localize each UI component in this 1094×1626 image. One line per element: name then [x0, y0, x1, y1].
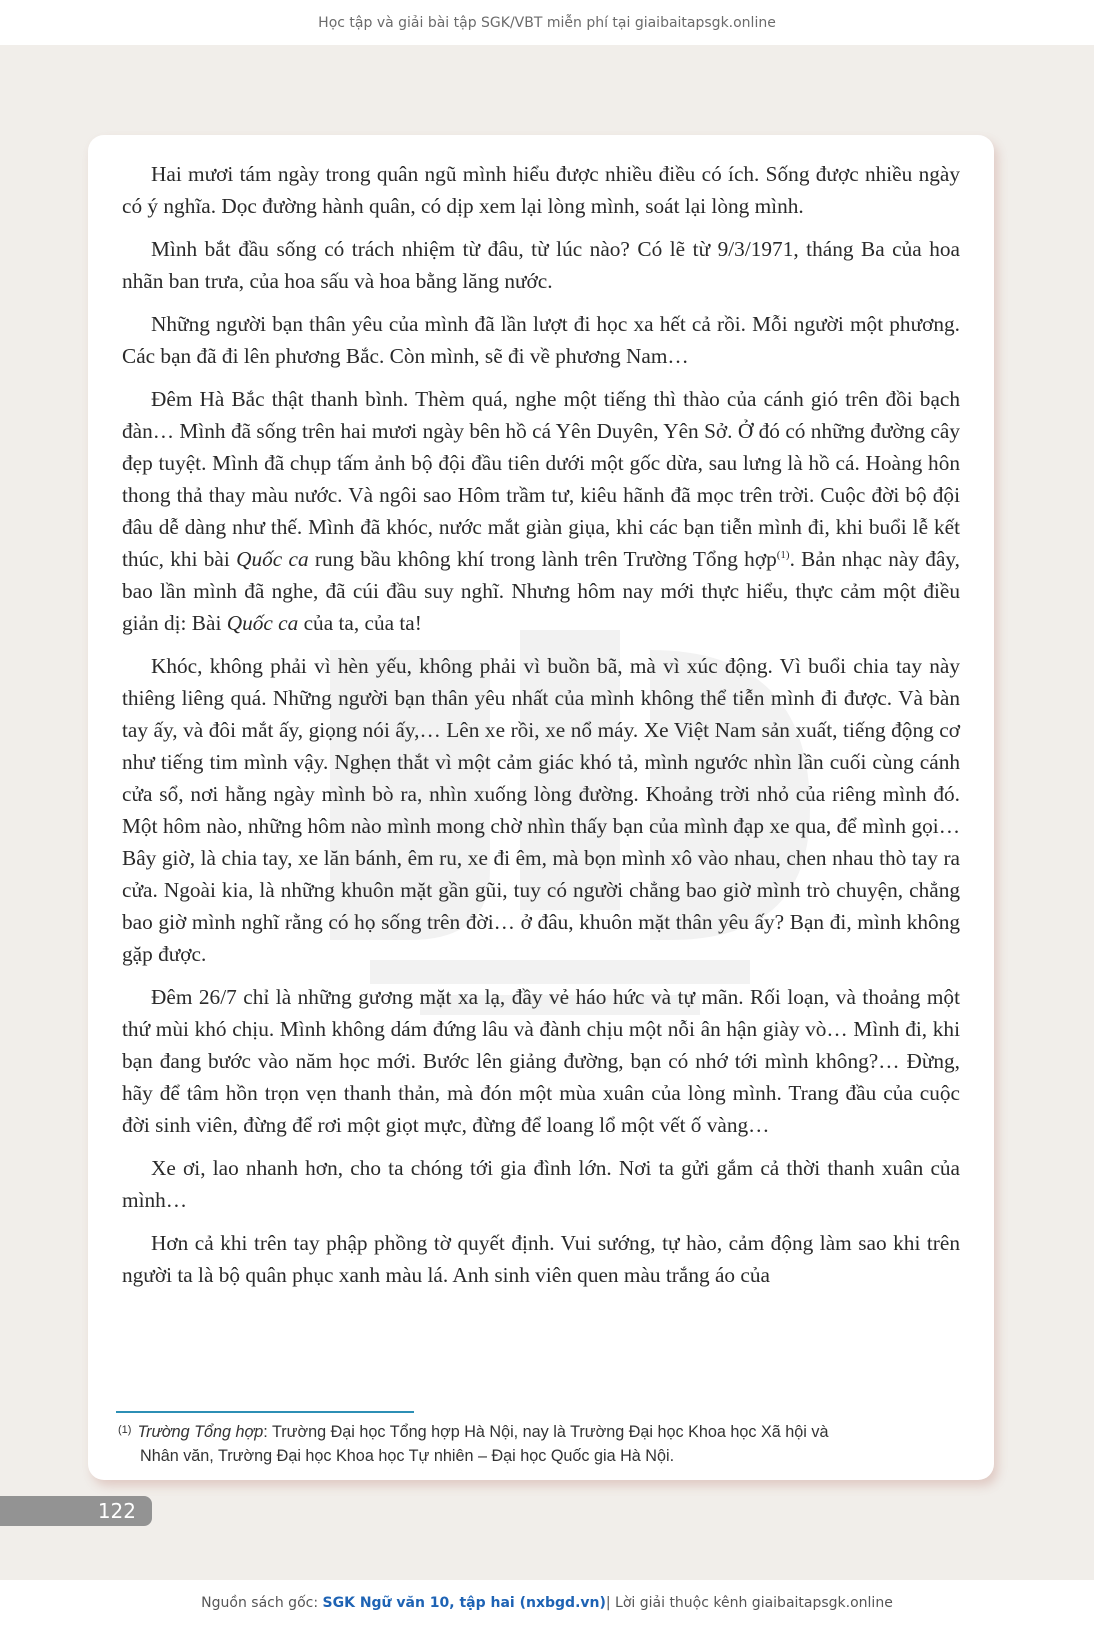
paragraph-text: rung bầu không khí trong lành trên Trường Tổng hợp: [308, 547, 777, 571]
song-title: Quốc ca: [236, 547, 309, 571]
paragraph: Xe ơi, lao nhanh hơn, cho ta chóng tới gia đình lớn. Nơi ta gửi gắm cả thời thanh xuân của mình…: [122, 1156, 960, 1212]
top-banner-text: Học tập và giải bài tập SGK/VBT miễn phí tại giaibaitapsgk.online: [318, 14, 776, 31]
body-text: [122, 158, 960, 1302]
footnote-divider: [116, 1411, 414, 1413]
top-banner: [0, 0, 1094, 45]
paragraph: Đêm 26/7 chỉ là những gương mặt xa lạ, đầy vẻ háo hức và tự mãn. Rối loạn, và thoảng một thứ mùi khó chịu. Mình không dám đứng lâu và đành chịu một nỗi ân hận giày vò… Mình đi, khi bạn đang bước vào năm học mới. Bước lên giảng đường, bạn có nhớ tới mình không?… Đừng, hãy để tâm hồn trọn vẹn thanh thản, mà đón một mùa xuân của lòng mình. Trang đầu của cuộc đời sinh viên, đừng để rơi một giọt mực, đừng để loang lổ một vết ố vàng…: [122, 985, 960, 1137]
footer-prefix: Nguồn sách gốc:: [201, 1595, 319, 1611]
paragraph: Hai mươi tám ngày trong quân ngũ mình hiểu được nhiều điều có ích. Sống được nhiều ngày có ý nghĩa. Dọc đường hành quân, có dịp xem lại lòng mình, soát lại lòng mình.: [122, 162, 960, 218]
footnote: [118, 1420, 948, 1468]
page-number-tab: [0, 1496, 152, 1526]
paragraph: Những người bạn thân yêu của mình đã lần lượt đi học xa hết cả rồi. Mỗi người một phương. Các bạn đã đi lên phương Bắc. Còn mình, sẽ đi về phương Nam…: [122, 312, 960, 368]
paragraph-text: . Bản nhạc này đây, bao lần mình đã nghe, đã cúi đầu suy nghĩ. Nhưng hôm nay mới thực hiểu, thực cảm một điều giản dị: Bài: [122, 547, 960, 635]
footer-suffix: | Lời giải thuộc kênh giaibaitapsgk.online: [605, 1595, 893, 1611]
paragraph: [122, 383, 960, 639]
song-title: Quốc ca: [226, 611, 299, 635]
bottom-banner: [0, 1580, 1094, 1626]
source-link[interactable]: SGK Ngữ văn 10, tập hai (nxbgd.vn): [322, 1595, 606, 1611]
paragraph-text: của ta, của ta!: [298, 611, 422, 635]
paragraph: Hơn cả khi trên tay phập phồng tờ quyết định. Vui sướng, tự hào, cảm động làm sao khi trên người ta là bộ quân phục xanh màu lá. Anh sinh viên quen màu trắng áo của: [122, 1231, 960, 1287]
footnote-text-continued: Nhân văn, Trường Đại học Khoa học Tự nhiên – Đại học Quốc gia Hà Nội.: [140, 1447, 675, 1465]
page-number: 122: [97, 1499, 136, 1523]
paragraph: Mình bắt đầu sống có trách nhiệm từ đâu, từ lúc nào? Có lẽ từ 9/3/1971, tháng Ba của hoa nhãn ban trưa, của hoa sấu và hoa bằng lăng nước.: [122, 237, 960, 293]
footnote-marker: (1): [118, 1424, 132, 1436]
paragraph: Khóc, không phải vì hèn yếu, không phải vì buồn bã, mà vì xúc động. Vì buổi chia tay này thiêng liêng quá. Những người bạn thân yêu nhất của mình không thể tiễn mình đi được. Và bàn tay ấy, và đôi mắt ấy, giọng nói ấy,… Lên xe rồi, xe nổ máy. Xe Việt Nam sản xuất, tiếng động cơ như tiếng tim mình vậy. Nghẹn thắt vì một cảm giác khó tả, mình ngước nhìn lần cuối cùng cánh cửa sổ, nơi hằng ngày mình bò ra, nhìn xuống lòng đường. Khoảng trời nhỏ của riêng mình đó. Một hôm nào, những hôm nào mình mong chờ nhìn thấy bạn của mình đạp xe qua, để mình gọi… Bây giờ, là chia tay, xe lăn bánh, êm ru, xe đi êm, mà bọn mình xô vào nhau, chen nhau thò tay ra cửa. Ngoài kia, là những khuôn mặt gần gũi, tuy có người chẳng bao giờ mình trò chuyện, chẳng bao giờ mình nghĩ rằng có họ sống trên đời… ở đâu, khuôn mặt thân yêu ấy? Bạn đi, mình không gặp được.: [122, 654, 960, 966]
footnote-ref: (1): [776, 548, 790, 561]
footnote-text: : Trường Đại học Tổng hợp Hà Nội, nay là Trường Đại học Khoa học Xã hội và: [263, 1423, 829, 1441]
paragraph-text: Đêm Hà Bắc thật thanh bình. Thèm quá, nghe một tiếng thì thào của cánh gió trên đồi bạch đàn… Mình đã sống trên hai mươi ngày bên hồ cá Yên Duyên, Yên Sở. Ở đó có những đường cây đẹp tuyệt. Mình đã chụp tấm ảnh bộ đội đầu tiên dưới một gốc dừa, sau lưng là hồ cá. Hoàng hôn thong thả thay màu nước. Và ngôi sao Hôm trầm tư, kiêu hãnh đã mọc trên trời. Cuộc đời bộ đội đâu dễ dàng như thế. Mình đã khóc, nước mắt giàn giụa, khi các bạn tiễn mình đi, khi buổi lễ kết thúc, khi bài: [122, 387, 960, 571]
footnote-term: Trường Tổng hợp: [137, 1423, 264, 1441]
